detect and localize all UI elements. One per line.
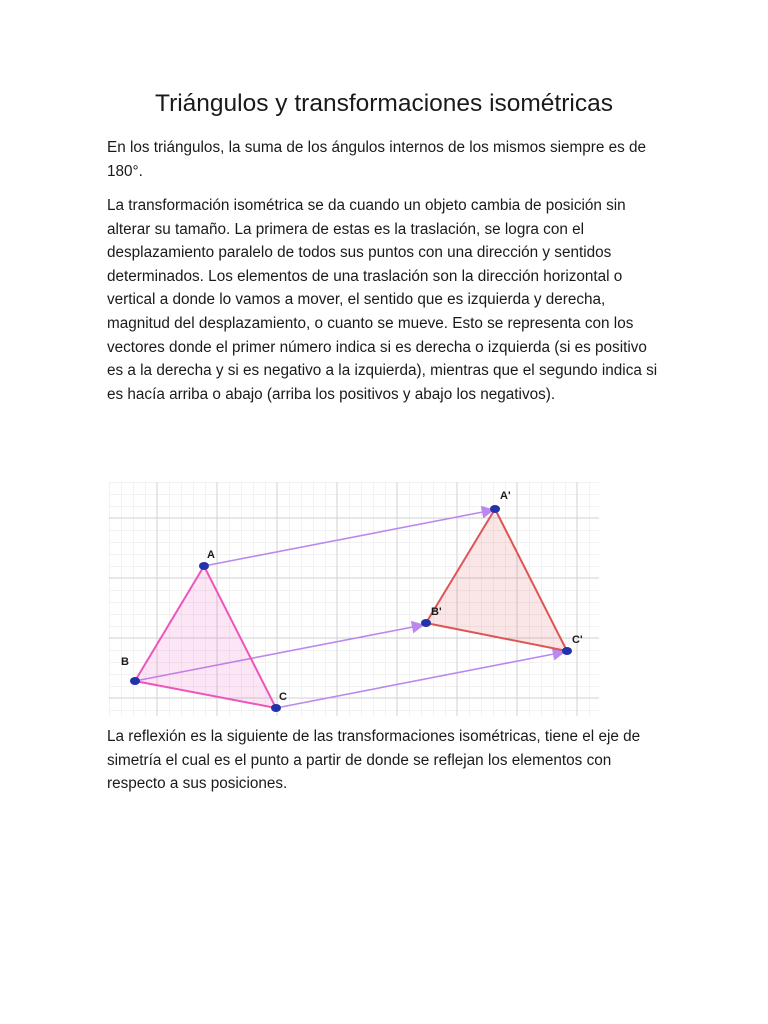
paragraph-translation: La transformación isométrica se da cuando un objeto cambia de posición sin alterar su tamaño. La primera de estas es la traslación, se logra con el desplazamiento paralelo de todos sus puntos con una dirección y sentidos determinados. Los elementos de una traslación son la dirección horizontal o vertical a donde lo vamos a mover, el sentido que es izquierda y derecha, magnitud del desplazamiento, o cuanto se mueve. Esto se representa con los vectores donde el primer número indica si es derecha o izquierda (si es positivo es a la derecha y si es negativo a la izquierda), mientras que el segundo indica si es hacía arriba o abajo (arriba los positivos y abajo los negativos). [107, 197, 658, 403]
translation-diagram [109, 482, 599, 716]
label-a: A [207, 549, 215, 561]
label-b-prime: B' [431, 606, 442, 618]
label-c-prime: C' [572, 634, 583, 646]
point-c-prime [562, 647, 572, 655]
label-b: B [121, 656, 129, 668]
point-b [130, 677, 140, 685]
page-title: Triángulos y transformaciones isométricas [155, 90, 613, 117]
point-a-prime [490, 505, 500, 513]
label-a-prime: A' [500, 490, 511, 502]
point-c [271, 704, 281, 712]
paragraph-triangle-angles: En los triángulos, la suma de los ángulos internos de los mismos siempre es de 180°. [107, 139, 647, 180]
translation-figure [109, 482, 599, 716]
point-a [199, 562, 209, 570]
paragraph-reflection: La reflexión es la siguiente de las transformaciones isométricas, tiene el eje de simetría el cual es el punto a partir de donde se reflejan los elementos con respecto a sus posiciones. [107, 728, 641, 793]
point-b-prime [421, 619, 431, 627]
label-c: C [279, 691, 287, 703]
